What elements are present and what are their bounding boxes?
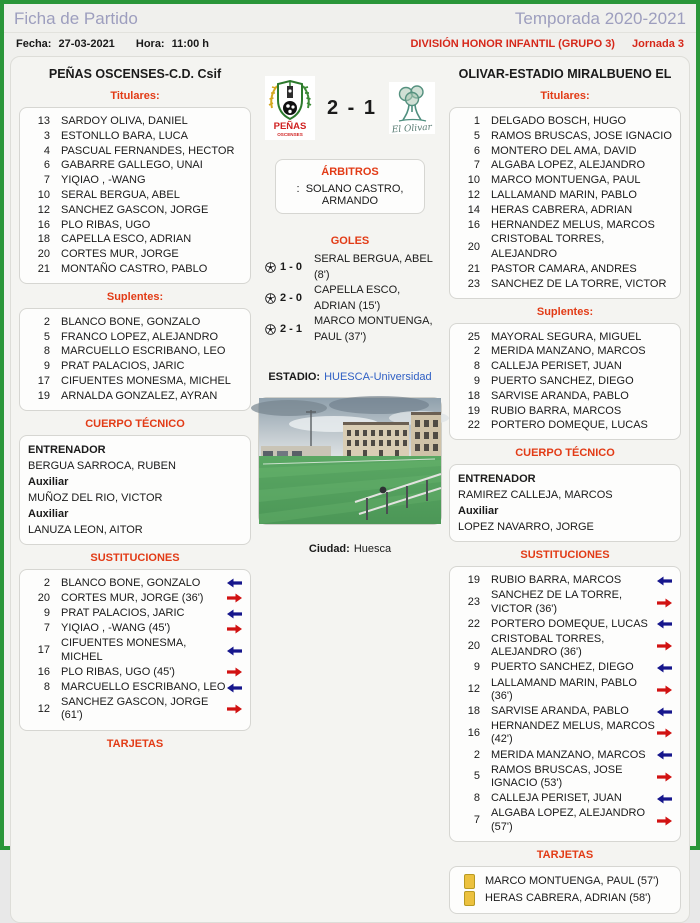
player-name: SARVISE ARANDA, PABLO xyxy=(491,389,629,402)
player-number: 21 xyxy=(37,262,50,275)
home-subs-heading: Suplentes: xyxy=(106,290,164,303)
city-label: Ciudad: xyxy=(308,543,350,555)
round-label: Jornada 3 xyxy=(632,38,684,50)
player-number: 10 xyxy=(37,188,50,201)
sub-row xyxy=(458,806,672,834)
home-staff-box xyxy=(19,435,251,545)
player-row xyxy=(28,173,242,188)
player-row xyxy=(458,330,672,345)
staff-name: BERGUA SARROCA, RUBEN xyxy=(28,459,176,472)
player-row xyxy=(458,129,672,144)
player-row xyxy=(28,389,242,404)
player-number: 13 xyxy=(37,115,50,127)
card-player: MARCO MONTUENGA, PAUL (57') xyxy=(485,874,659,887)
player-name: RUBIO BARRA, MARCOS xyxy=(491,404,622,417)
home-substitutions-list xyxy=(19,569,251,731)
stadium-link[interactable]: HUESCA-Universidad xyxy=(324,371,432,383)
sub-out-arrow-icon xyxy=(226,624,242,634)
player-row xyxy=(458,114,672,129)
player-number: 9 xyxy=(473,374,480,387)
away-subs-heading: Suplentes: xyxy=(536,305,594,318)
sub-in-arrow-icon xyxy=(226,646,242,656)
home-staff-heading: CUERPO TÉCNICO xyxy=(85,417,185,430)
away-substitutions-heading: SUSTITUCIONES xyxy=(520,549,610,562)
player-row xyxy=(458,389,672,404)
sub-row xyxy=(458,573,672,588)
player-row xyxy=(28,374,242,389)
main-panel xyxy=(10,56,690,923)
home-starters-list xyxy=(19,107,251,284)
center-column xyxy=(261,63,439,914)
away-starters-list xyxy=(449,107,681,299)
player-row xyxy=(458,344,672,359)
player-name: CAPELLA ESCO, ADRIAN xyxy=(61,233,192,246)
player-name: SARDOY OLIVA, DANIEL xyxy=(61,115,188,127)
player-name: MARCO MONTUENGA, PAUL xyxy=(491,174,641,187)
home-team-logo xyxy=(265,76,315,140)
player-row xyxy=(458,359,672,374)
staff-role: ENTRENADOR xyxy=(458,473,536,486)
player-name: GABARRE GALLEGO, UNAI xyxy=(61,159,203,172)
player-number: 16 xyxy=(37,665,50,678)
player-number: 17 xyxy=(37,374,50,387)
player-row xyxy=(458,218,672,233)
time-value: 11:00 h xyxy=(171,38,209,50)
player-row xyxy=(458,144,672,159)
sub-row xyxy=(458,791,672,806)
player-name: SANCHEZ DE LA TORRE, VICTOR (36') xyxy=(491,589,623,615)
player-row xyxy=(458,232,672,262)
sub-out-arrow-icon xyxy=(656,598,672,608)
goals-list xyxy=(261,252,439,345)
away-substitutions-list xyxy=(449,566,681,842)
player-row xyxy=(28,203,242,218)
player-name: DELGADO BOSCH, HUGO xyxy=(491,115,627,127)
player-number: 20 xyxy=(467,240,480,253)
stadium-line xyxy=(261,371,439,383)
player-row xyxy=(28,315,242,330)
player-row xyxy=(28,232,242,247)
player-name: ALGABA LOPEZ, ALEJANDRO xyxy=(491,159,646,172)
player-name: PORTERO DOMEQUE, LUCAS xyxy=(491,617,648,630)
player-name: MAYORAL SEGURA, MIGUEL xyxy=(491,330,642,343)
staff-name: LOPEZ NAVARRO, JORGE xyxy=(458,521,594,534)
player-row xyxy=(28,158,242,173)
player-number: 7 xyxy=(473,813,480,826)
player-row xyxy=(458,203,672,218)
sub-row xyxy=(458,763,672,791)
season-label: Temporada 2020-2021 xyxy=(514,9,686,28)
player-number: 17 xyxy=(37,643,50,656)
svg-text:PEÑAS: PEÑAS xyxy=(273,121,307,132)
sub-in-arrow-icon xyxy=(226,578,242,588)
stadium-photo-wrap xyxy=(261,397,439,525)
player-number: 19 xyxy=(467,404,480,417)
player-number: 19 xyxy=(467,574,480,587)
player-name: SANCHEZ GASCON, JORGE xyxy=(61,203,209,216)
sub-row xyxy=(458,588,672,616)
card-player: HERAS CABRERA, ADRIAN (58') xyxy=(485,891,651,904)
player-name: PUERTO SANCHEZ, DIEGO xyxy=(491,661,634,674)
sub-row xyxy=(28,695,242,723)
player-number: 6 xyxy=(473,144,480,157)
player-number: 12 xyxy=(37,702,50,715)
player-name: LALLAMAND MARIN, PABLO xyxy=(491,188,637,201)
player-row xyxy=(458,277,672,292)
yellow-card-icon xyxy=(464,891,475,906)
sub-out-arrow-icon xyxy=(656,728,672,738)
date-label: Fecha: xyxy=(16,38,52,50)
city-value: Huesca xyxy=(353,543,392,555)
sub-row xyxy=(28,636,242,664)
stadium-label: ESTADIO: xyxy=(268,371,321,383)
player-name: CRISTOBAL TORRES, ALEJANDRO xyxy=(491,233,605,261)
home-team-name: PEÑAS OSCENSES-C.D. Csif xyxy=(48,67,222,81)
player-number: 22 xyxy=(467,617,480,630)
player-name: ESTONLLO BARA, LUCA xyxy=(61,129,188,142)
player-name: CORTES MUR, JORGE xyxy=(61,248,179,261)
player-name: PRAT PALACIOS, JARIC xyxy=(61,360,185,373)
staff-name: LANUZA LEON, AITOR xyxy=(28,523,143,536)
player-name: PORTERO DOMEQUE, LUCAS xyxy=(491,419,648,432)
sub-row xyxy=(458,704,672,719)
home-substitutions-heading: SUSTITUCIONES xyxy=(90,551,180,564)
home-subs-list xyxy=(19,308,251,411)
referees-box xyxy=(275,159,425,214)
player-number: 7 xyxy=(43,622,50,635)
player-number: 5 xyxy=(473,129,480,142)
player-row xyxy=(28,262,242,277)
goals-heading: GOLES xyxy=(330,235,370,247)
sub-out-arrow-icon xyxy=(226,704,242,714)
player-number: 8 xyxy=(43,680,50,693)
player-number: 12 xyxy=(467,683,480,696)
player-name: MONTAÑO CASTRO, PABLO xyxy=(61,262,208,275)
player-number: 9 xyxy=(473,661,480,674)
player-name: HERAS CABRERA, ADRIAN xyxy=(491,203,633,216)
player-number: 8 xyxy=(473,792,480,805)
away-starters-heading: Titulares: xyxy=(540,90,590,102)
player-number: 8 xyxy=(473,360,480,373)
away-team-logo xyxy=(389,82,435,134)
sub-in-arrow-icon xyxy=(656,794,672,804)
player-name: CIFUENTES MONESMA, MICHEL xyxy=(61,637,187,663)
meta-bar xyxy=(4,33,696,54)
player-number: 2 xyxy=(473,345,480,358)
player-number: 14 xyxy=(467,203,480,216)
sub-row xyxy=(458,617,672,632)
player-name: HERNANDEZ MELUS, MARCOS (42') xyxy=(491,720,655,746)
player-row xyxy=(28,359,242,374)
player-number: 10 xyxy=(467,174,480,187)
player-name: CRISTOBAL TORRES, ALEJANDRO (36') xyxy=(491,632,605,659)
sub-out-arrow-icon xyxy=(656,641,672,651)
player-name: SERAL BERGUA, ABEL xyxy=(61,188,180,201)
sub-out-arrow-icon xyxy=(226,593,242,603)
sub-out-arrow-icon xyxy=(656,772,672,782)
sub-row xyxy=(28,621,242,636)
sub-out-arrow-icon xyxy=(226,667,242,677)
player-name: ALGABA LOPEZ, ALEJANDRO (57') xyxy=(491,807,646,833)
sub-row xyxy=(28,665,242,680)
player-name: RAMOS BRUSCAS, JOSE IGNACIO (53') xyxy=(491,763,623,789)
away-cards-heading: TARJETAS xyxy=(536,848,594,861)
player-number: 18 xyxy=(467,389,480,402)
city-line xyxy=(261,543,439,555)
sub-in-arrow-icon xyxy=(226,609,242,619)
player-number: 18 xyxy=(37,233,50,246)
player-number: 16 xyxy=(37,218,50,231)
player-row xyxy=(28,129,242,144)
player-row xyxy=(28,188,242,203)
staff-name: RAMIREZ CALLEJA, MARCOS xyxy=(458,489,613,502)
player-name: RAMOS BRUSCAS, JOSE IGNACIO xyxy=(491,129,672,142)
staff-role: Auxiliar xyxy=(28,475,69,488)
player-number: 2 xyxy=(43,315,50,328)
sub-row xyxy=(28,680,242,695)
player-name: MARCUELLO ESCRIBANO, LEO xyxy=(61,680,226,693)
soccer-ball-icon xyxy=(265,262,280,273)
sub-row xyxy=(458,748,672,763)
referee-name: SOLANO CASTRO, ARMANDO xyxy=(305,183,404,207)
player-name: PLO RIBAS, UGO xyxy=(61,218,151,231)
player-row xyxy=(458,418,672,433)
player-row xyxy=(458,262,672,277)
time-label: Hora: xyxy=(135,38,165,50)
player-number: 25 xyxy=(467,330,480,343)
player-number: 20 xyxy=(467,639,480,652)
player-name: RUBIO BARRA, MARCOS xyxy=(491,574,622,587)
home-column xyxy=(15,63,255,914)
player-number: 5 xyxy=(473,770,480,783)
player-number: 12 xyxy=(37,203,50,216)
player-number: 3 xyxy=(43,129,50,142)
soccer-ball-icon xyxy=(265,324,280,335)
player-row xyxy=(458,173,672,188)
player-number: 5 xyxy=(43,330,50,343)
player-name: FRANCO LOPEZ, ALEJANDRO xyxy=(61,330,219,343)
player-row xyxy=(28,114,242,129)
player-name: CALLEJA PERISET, JUAN xyxy=(491,360,622,373)
player-name: PRAT PALACIOS, JARIC xyxy=(61,606,185,619)
player-name: BLANCO BONE, GONZALO xyxy=(61,576,201,589)
player-name: YIQIAO , -WANG xyxy=(61,174,146,187)
player-name: PASCUAL FERNANDES, HECTOR xyxy=(61,144,235,157)
staff-role: Auxiliar xyxy=(28,507,69,520)
sub-in-arrow-icon xyxy=(656,750,672,760)
player-number: 4 xyxy=(43,144,50,157)
player-number: 16 xyxy=(467,726,480,739)
player-number: 1 xyxy=(473,115,480,127)
home-starters-heading: Titulares: xyxy=(110,90,160,102)
player-number: 7 xyxy=(43,174,50,187)
player-name: PASTOR CAMARA, ANDRES xyxy=(491,262,637,275)
player-number: 12 xyxy=(467,188,480,201)
player-number: 6 xyxy=(43,159,50,172)
player-number: 9 xyxy=(43,606,50,619)
goal-scorer: SERAL BERGUA, ABEL (8') xyxy=(314,253,433,281)
card-row xyxy=(458,873,672,890)
player-number: 8 xyxy=(43,345,50,358)
player-number: 16 xyxy=(467,218,480,231)
player-number: 23 xyxy=(467,277,480,290)
sub-row xyxy=(28,591,242,606)
player-number: 21 xyxy=(467,262,480,275)
goal-score: 2 - 0 xyxy=(280,291,303,304)
svg-text:El Olivar: El Olivar xyxy=(391,122,433,136)
final-score: 2 - 1 xyxy=(326,96,378,119)
goals-section xyxy=(261,228,439,345)
player-name: MERIDA MANZANO, MARCOS xyxy=(491,748,646,761)
player-name: SARVISE ARANDA, PABLO xyxy=(491,704,629,717)
home-cards-heading: TARJETAS xyxy=(106,737,164,750)
player-row xyxy=(28,247,242,262)
sub-row xyxy=(28,576,242,591)
player-name: PLO RIBAS, UGO (45') xyxy=(61,665,175,678)
sub-in-arrow-icon xyxy=(226,683,242,693)
player-number: 7 xyxy=(473,159,480,172)
division-label: DIVISIÓN HONOR INFANTIL (GRUPO 3) xyxy=(410,38,615,50)
goal-row xyxy=(261,314,439,345)
sub-in-arrow-icon xyxy=(656,707,672,717)
player-number: 2 xyxy=(473,748,480,761)
division-round xyxy=(410,38,684,50)
player-row xyxy=(458,188,672,203)
card-row xyxy=(458,890,672,907)
player-name: LALLAMAND MARIN, PABLO (36') xyxy=(491,676,637,702)
player-name: SANCHEZ GASCON, JORGE (61') xyxy=(61,696,209,722)
player-row xyxy=(458,374,672,389)
goal-row xyxy=(261,283,439,314)
player-name: MERIDA MANZANO, MARCOS xyxy=(491,345,646,358)
sub-row xyxy=(458,719,672,747)
goal-row xyxy=(261,252,439,283)
page-title: Ficha de Partido xyxy=(14,9,138,28)
player-number: 19 xyxy=(37,389,50,402)
player-name: CORTES MUR, JORGE (36') xyxy=(61,591,204,604)
player-row xyxy=(458,404,672,419)
staff-role: ENTRENADOR xyxy=(28,443,106,456)
stadium-photo xyxy=(258,397,442,525)
player-name: CIFUENTES MONESMA, MICHEL xyxy=(61,374,231,387)
player-row xyxy=(28,330,242,345)
goal-scorer: CAPELLA ESCO, ADRIAN (15') xyxy=(314,284,401,312)
player-number: 20 xyxy=(37,248,50,261)
staff-name: MUÑOZ DEL RIO, VICTOR xyxy=(28,491,163,504)
player-name: BLANCO BONE, GONZALO xyxy=(61,315,201,328)
player-number: 18 xyxy=(467,704,480,717)
player-name: ARNALDA GONZALEZ, AYRAN xyxy=(61,389,218,402)
away-staff-box xyxy=(449,464,681,542)
player-number: 20 xyxy=(37,591,50,604)
player-name: CALLEJA PERISET, JUAN xyxy=(491,792,622,805)
goal-scorer: MARCO MONTUENGA, PAUL (37') xyxy=(314,315,433,343)
goal-score: 1 - 0 xyxy=(280,260,303,273)
title-bar xyxy=(4,4,696,33)
away-cards-list xyxy=(449,866,681,914)
sub-in-arrow-icon xyxy=(656,619,672,629)
date-time xyxy=(16,38,227,50)
goal-score: 2 - 1 xyxy=(280,322,303,335)
sub-in-arrow-icon xyxy=(656,663,672,673)
player-name: MONTERO DEL AMA, DAVID xyxy=(491,144,637,157)
staff-role: Auxiliar xyxy=(458,505,499,518)
sub-in-arrow-icon xyxy=(656,576,672,586)
sub-out-arrow-icon xyxy=(656,816,672,826)
svg-text:OSCENSES: OSCENSES xyxy=(277,132,303,137)
away-team-name: OLIVAR-ESTADIO MIRALBUENO EL xyxy=(458,67,672,81)
sub-row xyxy=(458,676,672,704)
sub-out-arrow-icon xyxy=(656,685,672,695)
sub-row xyxy=(28,606,242,621)
sub-row xyxy=(458,660,672,675)
away-column xyxy=(445,63,685,914)
away-staff-heading: CUERPO TÉCNICO xyxy=(515,447,615,460)
player-row xyxy=(28,144,242,159)
player-name: SANCHEZ DE LA TORRE, VICTOR xyxy=(491,277,667,290)
player-row xyxy=(28,218,242,233)
date-value: 27-03-2021 xyxy=(58,38,115,50)
player-row xyxy=(28,344,242,359)
player-number: 23 xyxy=(467,595,480,608)
away-subs-list xyxy=(449,323,681,441)
referee-line xyxy=(280,183,420,207)
yellow-card-icon xyxy=(464,874,475,889)
player-number: 22 xyxy=(467,419,480,432)
player-name: PUERTO SANCHEZ, DIEGO xyxy=(491,374,634,387)
player-number: 9 xyxy=(43,360,50,373)
player-row xyxy=(458,158,672,173)
player-name: YIQIAO , -WANG (45') xyxy=(61,622,171,635)
soccer-ball-icon xyxy=(265,293,280,304)
player-name: HERNANDEZ MELUS, MARCOS xyxy=(491,218,655,231)
referee-prefix: : xyxy=(296,183,300,195)
player-name: MARCUELLO ESCRIBANO, LEO xyxy=(61,345,226,358)
sub-row xyxy=(458,632,672,660)
player-number: 2 xyxy=(43,576,50,589)
referees-heading: ÁRBITROS xyxy=(321,166,379,178)
score-row xyxy=(261,75,439,141)
